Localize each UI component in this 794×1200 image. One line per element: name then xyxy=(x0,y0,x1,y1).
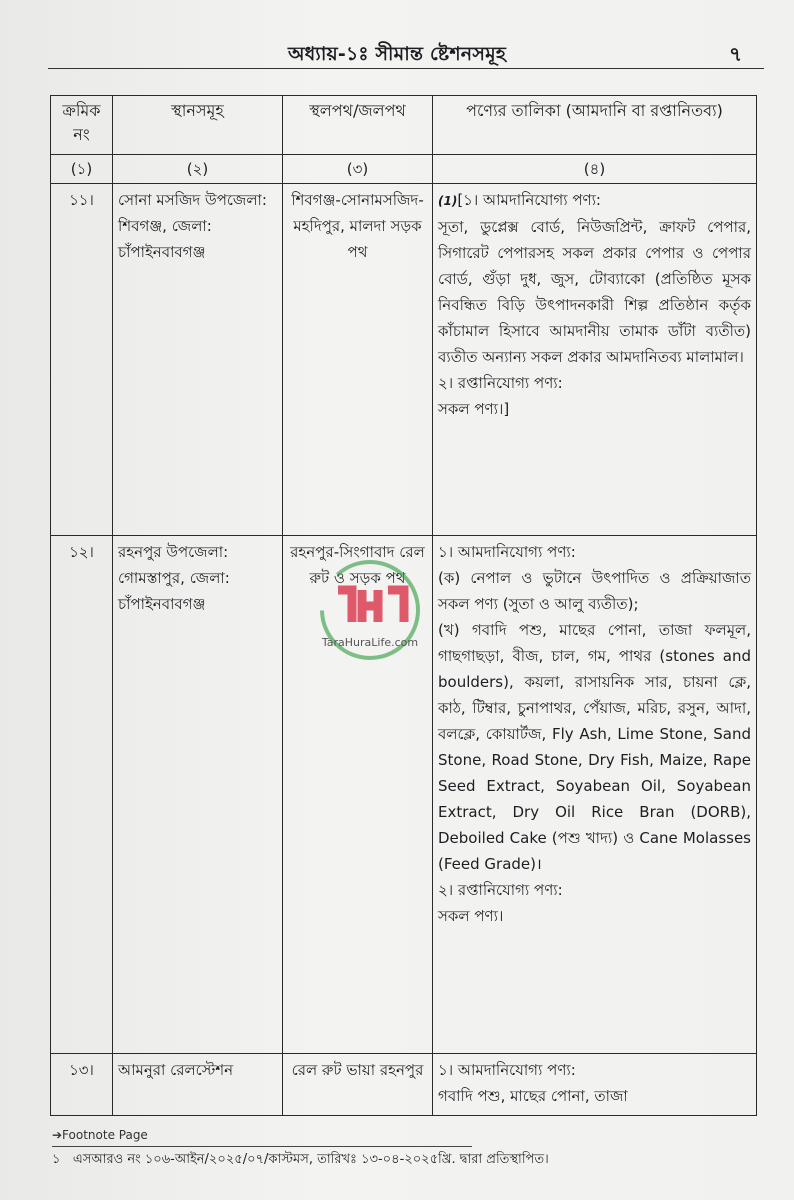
place-cell: আমনুরা রেলস্টেশন xyxy=(113,1054,283,1116)
header-goods: পণ্যের তালিকা (আমদানি বা রপ্তানিতব্য) xyxy=(433,96,757,155)
column-number: (৩) xyxy=(283,155,433,184)
header-divider xyxy=(48,68,764,69)
watermark-text: TaraHuraLife.com xyxy=(321,636,419,649)
page-header xyxy=(30,40,764,84)
table-row xyxy=(51,1054,757,1116)
serial-cell: ১১। xyxy=(51,184,113,536)
serial-cell: ১৩। xyxy=(51,1054,113,1116)
table-header-row xyxy=(51,96,757,155)
header-places: স্থানসমূহ xyxy=(113,96,283,155)
serial-cell: ১২। xyxy=(51,536,113,1054)
goods-heading: ২। রপ্তানিযোগ্য পণ্য: xyxy=(438,374,563,392)
goods-heading: [১। আমদানিযোগ্য পণ্য: xyxy=(457,191,601,209)
footnote-text: এসআরও নং ১০৬-আইন/২০২৫/০৭/কাস্টমস, তারিখঃ ১৩-০৪-২০২৫খ্রি. দ্বারা প্রতিস্থাপিত। xyxy=(72,1152,549,1167)
border-station-table xyxy=(50,95,757,1116)
header-serial: ক্রমিক নং xyxy=(51,96,113,155)
goods-item: (খ) গবাদি পশু, মাছের পোনা, তাজা ফলমূল, গাছগাছড়া, বীজ, চাল, গম, পাথর (stones and boulders), কয়লা, রাসায়নিক সার, চায়না ক্লে, কাঠ, টিম্বার, চুনাপাথর, পেঁয়াজ, মরিচ, রসুন, আদা, বলক্লে, কোয়ার্টজ, Fly Ash, Lime Stone, Sand Stone, Road Stone, Dry Fish, Maize, Rape Seed Extract, Soyabean Oil, Soyabean Extract, Dry Oil Rice Bran (DORB), Deboiled Cake (পশু খাদ্য) ও Cane Molasses (Feed Grade)। xyxy=(438,621,751,873)
goods-heading: ২। রপ্তানিযোগ্য পণ্য: xyxy=(438,881,563,899)
table-row xyxy=(51,536,757,1054)
goods-item: (ক) নেপাল ও ভুটানে উৎপাদিত ও প্রক্রিয়াজাত সকল পণ্য (সুতা ও আলু ব্যতীত); xyxy=(438,569,751,613)
column-number: (১) xyxy=(51,155,113,184)
goods-item: সকল পণ্য। xyxy=(438,907,504,925)
footnote-ref[interactable]: (1) xyxy=(438,194,458,208)
column-number-row xyxy=(51,155,757,184)
goods-item: গবাদি পশু, মাছের পোনা, তাজা xyxy=(438,1087,628,1105)
goods-item: সূতা, ডুপ্লেক্স বোর্ড, নিউজপ্রিন্ট, ক্রাফট পেপার, সিগারেট পেপারসহ সকল প্রকার পেপার ও পেপার বোর্ড, গুঁড়া দুধ, জুস, টোব্যাকো (প্রতিষ্ঠিত মূসক নিবন্ধিত বিড়ি উৎপাদনকারী শিল্প প্রতিষ্ঠান কর্তৃক কাঁচামাল হিসাবে আমদানীয় তামাক ডাঁটা ব্যতীত) ব্যতীত অন্যান্য সকল প্রকার আমদানিতব্য মালামাল। xyxy=(438,218,751,366)
goods-heading: ১। আমদানিযোগ্য পণ্য: xyxy=(438,543,576,561)
column-number: (৪) xyxy=(433,155,757,184)
route-cell: শিবগঞ্জ-সোনামসজিদ-মহদিপুর, মালদা সড়ক পথ xyxy=(283,184,433,536)
chapter-title: অধ্যায়-১ঃ সীমান্ত ষ্টেশনসমূহ xyxy=(288,43,506,65)
goods-cell xyxy=(433,184,757,536)
goods-item xyxy=(438,187,751,214)
goods-cell xyxy=(433,536,757,1054)
table-row xyxy=(51,184,757,536)
footnote-number: ১ xyxy=(52,1152,61,1167)
footnote-divider xyxy=(52,1146,472,1147)
goods-item: সকল পণ্য।] xyxy=(438,400,510,418)
goods-heading: ১। আমদানিযোগ্য পণ্য: xyxy=(438,1061,576,1079)
column-number: (২) xyxy=(113,155,283,184)
footnote xyxy=(52,1150,549,1171)
page-number: ৭ xyxy=(728,42,742,66)
route-cell: রেল রুট ভায়া রহনপুর xyxy=(283,1054,433,1116)
goods-cell xyxy=(433,1054,757,1116)
place-cell: সোনা মসজিদ উপজেলা: শিবগঞ্জ, জেলা: চাঁপাইনবাবগঞ্জ xyxy=(113,184,283,536)
header-route: স্থলপথ/জলপথ xyxy=(283,96,433,155)
footnote-page-link[interactable]: ➔Footnote Page xyxy=(52,1128,148,1142)
place-cell: রহনপুর উপজেলা: গোমস্তাপুর, জেলা: চাঁপাইনবাবগঞ্জ xyxy=(113,536,283,1054)
route-cell: রহনপুর-সিংগাবাদ রেল রুট ও সড়ক পথ xyxy=(283,536,433,1054)
